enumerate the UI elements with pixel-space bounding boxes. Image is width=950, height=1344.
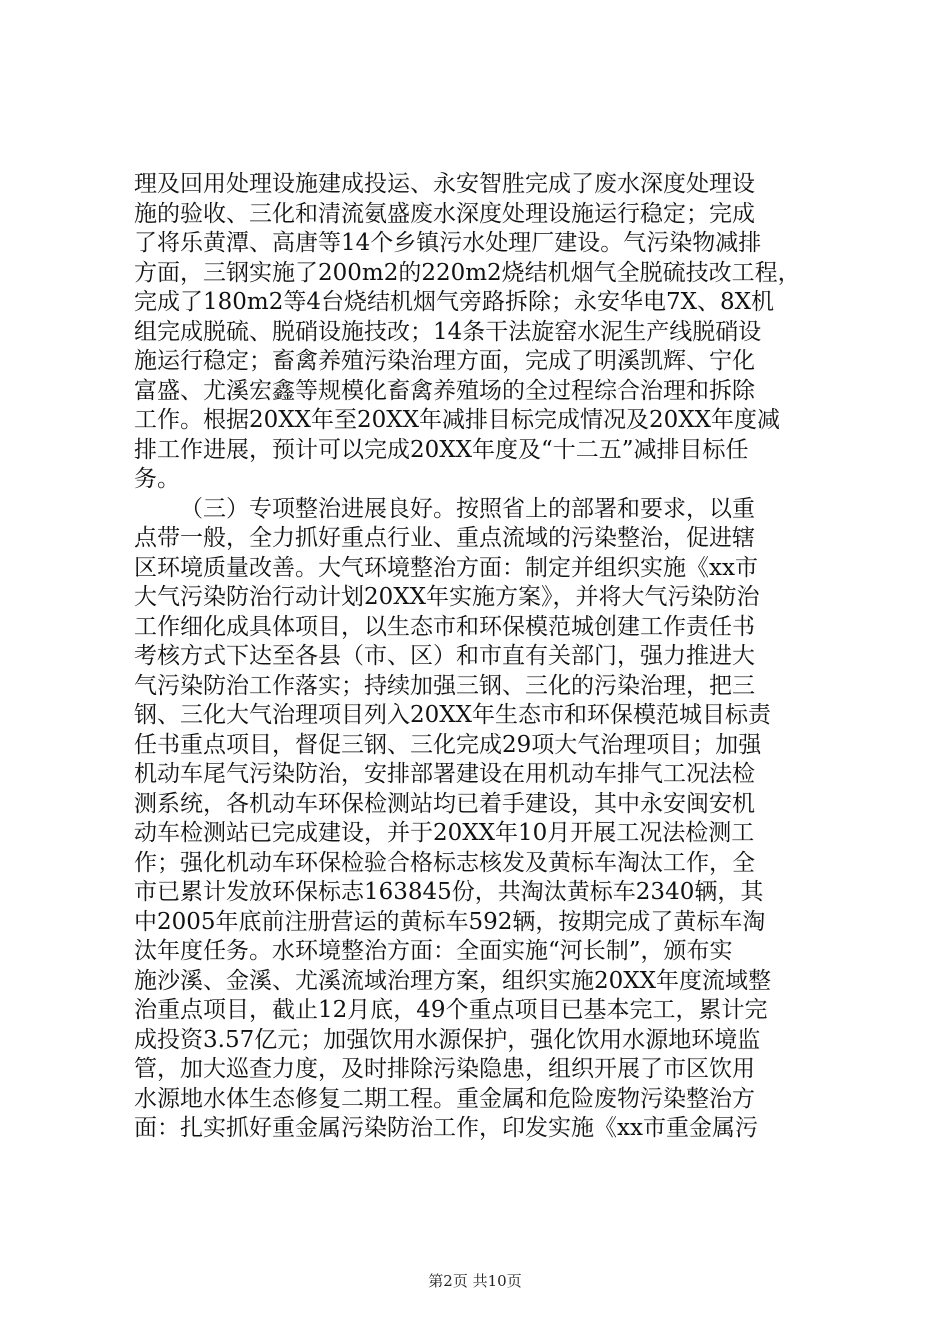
text-line: 完成了180m2等4台烧结机烟气旁路拆除；永安华电7X、8X机 — [134, 289, 774, 315]
text-line: 工作细化成具体项目，以生态市和环保模范城创建工作责任书 — [134, 613, 755, 640]
text-line: 面：扎实抓好重金属污染防治工作，印发实施《xx市重金属污 — [134, 1115, 758, 1141]
text-line: 治重点项目，截止12月底，49个重点项目已基本完工，累计完 — [134, 997, 768, 1023]
text-line: 富盛、尤溪宏鑫等规模化畜禽养殖场的全过程综合治理和拆除 — [134, 377, 755, 404]
text-line: 钢、三化大气治理项目列入20XX年生态市和环保模范城目标责 — [134, 702, 772, 728]
text-line: 施沙溪、金溪、尤溪流域治理方案，组织实施20XX年度流域整 — [134, 967, 772, 994]
text-line: 机动车尾气污染防治，安排部署建设在用机动车排气工况法检 — [134, 761, 755, 787]
text-line: 成投资3.57亿元；加强饮用水源保护，强化饮用水源地环境监 — [134, 1026, 761, 1053]
text-line: 市已累计发放环保标志163845份，共淘汰黄标车2340辆，其 — [134, 879, 764, 905]
text-line: 方面，三钢实施了200m2的220m2烧结机烟气全脱硫技改工程， — [134, 259, 801, 286]
text-line: 任书重点项目，督促三钢、三化完成29项大气治理项目；加强 — [134, 731, 762, 758]
body-text — [134, 170, 834, 1144]
text-line: 区环境质量改善。大气环境整治方面：制定并组织实施《xx市 — [134, 554, 758, 581]
text-line: 施运行稳定；畜禽养殖污染治理方面，完成了明溪凯辉、宁化 — [134, 348, 755, 374]
text-line: 考核方式下达至各县（市、区）和市直有关部门，强力推进大 — [134, 643, 755, 669]
text-line: 理及回用处理设施建成投运、永安智胜完成了废水深度处理设 — [134, 171, 755, 197]
text-line: 排工作进展，预计可以完成20XX年度及“十二五”减排目标任 — [134, 436, 749, 463]
text-line: 动车检测站已完成建设，并于20XX年10月开展工况法检测工 — [134, 820, 755, 846]
text-line: 汰年度任务。水环境整治方面：全面实施“河长制”，颁布实 — [134, 938, 733, 964]
text-line: 中2005年底前注册营运的黄标车592辆，按期完成了黄标车淘 — [134, 908, 766, 935]
text-line: 气污染防治工作落实；持续加强三钢、三化的污染治理，把三 — [134, 672, 755, 699]
paragraph-start-line: （三）专项整治进展良好。按照省上的部署和要求，以重 — [180, 495, 755, 522]
page-footer: 第2页 共10页 — [428, 1272, 522, 1290]
text-line: 务。 — [134, 466, 180, 492]
text-line: 水源地水体生态修复二期工程。重金属和危险废物污染整治方 — [134, 1085, 755, 1112]
text-line: 了将乐黄潭、高唐等14个乡镇污水处理厂建设。气污染物减排 — [134, 230, 762, 256]
text-line: 施的验收、三化和清流氨盛废水深度处理设施运行稳定；完成 — [134, 200, 755, 227]
text-line: 测系统，各机动车环保检测站均已着手建设，其中永安闽安机 — [134, 790, 755, 817]
text-line: 大气污染防治行动计划20XX年实施方案》，并将大气污染防治 — [134, 584, 760, 610]
text-line: 点带一般，全力抓好重点行业、重点流域的污染整治，促进辖 — [134, 525, 755, 551]
text-line: 工作。根据20XX年至20XX年减排目标完成情况及20XX年度减 — [134, 407, 781, 433]
text-line: 管，加大巡查力度，及时排除污染隐患，组织开展了市区饮用 — [134, 1056, 755, 1082]
text-line: 组完成脱硫、脱硝设施技改；14条干法旋窑水泥生产线脱硝设 — [134, 318, 762, 345]
text-line: 作；强化机动车环保检验合格标志核发及黄标车淘汰工作，全 — [134, 849, 755, 876]
